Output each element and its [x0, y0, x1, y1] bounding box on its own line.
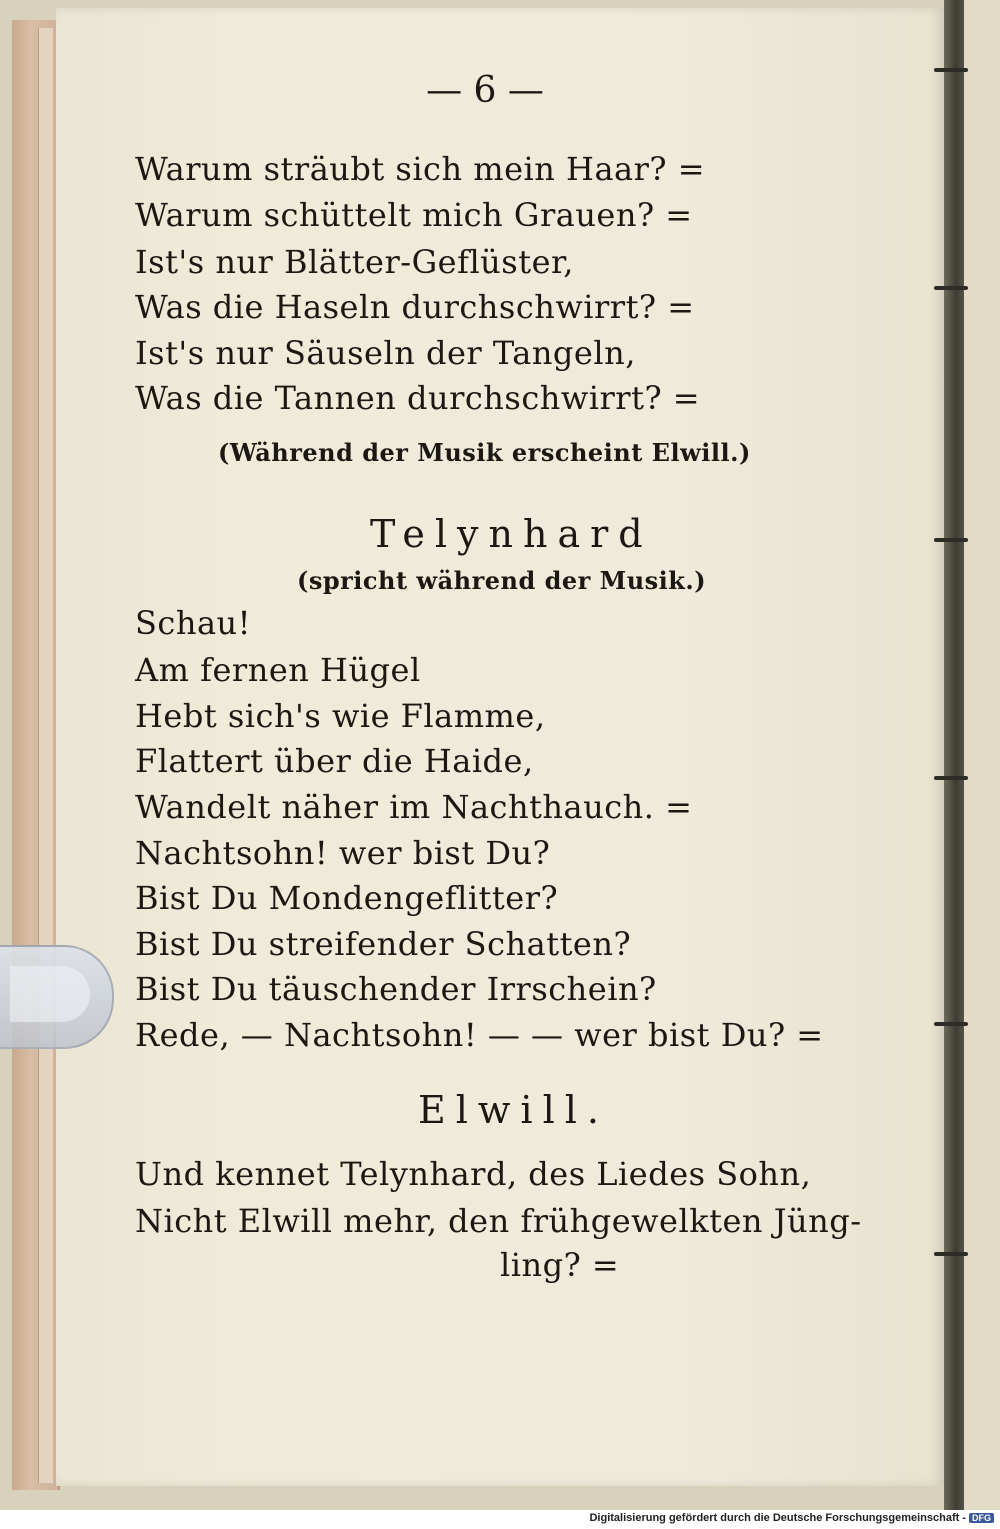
- stage-direction: (spricht während der Musik.): [297, 566, 707, 595]
- binding-stitch: [934, 776, 968, 780]
- binding-stitch: [934, 538, 968, 542]
- book-gutter: [944, 0, 964, 1510]
- speaker-name: Elwill.: [418, 1088, 609, 1132]
- funding-notice-text: Digitalisierung gefördert durch die Deutsche Forschungsgemeinschaft -: [589, 1512, 966, 1524]
- verse-line: Rede, — Nachtsohn! — — wer bist Du? =: [135, 1016, 824, 1054]
- verse-line: Bist Du täuschender Irrschein?: [135, 970, 657, 1008]
- verse-line: Schau!: [135, 604, 251, 642]
- verse-line: Warum schüttelt mich Grauen? =: [135, 196, 693, 234]
- verse-line: Ist's nur Säuseln der Tangeln,: [135, 334, 636, 372]
- verse-line: Nachtsohn! wer bist Du?: [135, 834, 551, 872]
- binding-stitch: [934, 1022, 968, 1026]
- verse-line: Und kennet Telynhard, des Liedes Sohn,: [135, 1155, 812, 1193]
- page-number: — 6 —: [426, 70, 544, 111]
- speaker-name: Telynhard: [370, 512, 653, 556]
- verse-line: Am fernen Hügel: [135, 651, 421, 689]
- verse-line: Flattert über die Haide,: [135, 742, 534, 780]
- facing-page-edge: [964, 0, 1000, 1510]
- dfg-logo: DFG: [969, 1513, 994, 1523]
- funding-notice: [589, 1512, 994, 1524]
- verse-line: Was die Tannen durchschwirrt? =: [135, 379, 701, 417]
- binding-stitch: [934, 1252, 968, 1256]
- verse-line: Bist Du Mondengeflitter?: [135, 879, 559, 917]
- binding-stitch: [934, 286, 968, 290]
- verse-line: Ist's nur Blätter-Geflüster,: [135, 243, 574, 281]
- page-clip-highlight: [10, 966, 90, 1022]
- binding-stitch: [934, 68, 968, 72]
- book-edge-inner: [38, 28, 53, 1483]
- verse-line: Hebt sich's wie Flamme,: [135, 697, 546, 735]
- verse-line: Was die Haseln durchschwirrt? =: [135, 288, 695, 326]
- verse-line: ling? =: [500, 1246, 620, 1284]
- verse-line: Warum sträubt sich mein Haar? =: [135, 150, 706, 188]
- verse-line: Bist Du streifender Schatten?: [135, 925, 632, 963]
- verse-line: Nicht Elwill mehr, den frühgewelkten Jüng-: [135, 1202, 862, 1240]
- stage-direction: (Während der Musik erscheint Elwill.): [218, 438, 751, 467]
- verse-line: Wandelt näher im Nachthauch. =: [135, 788, 693, 826]
